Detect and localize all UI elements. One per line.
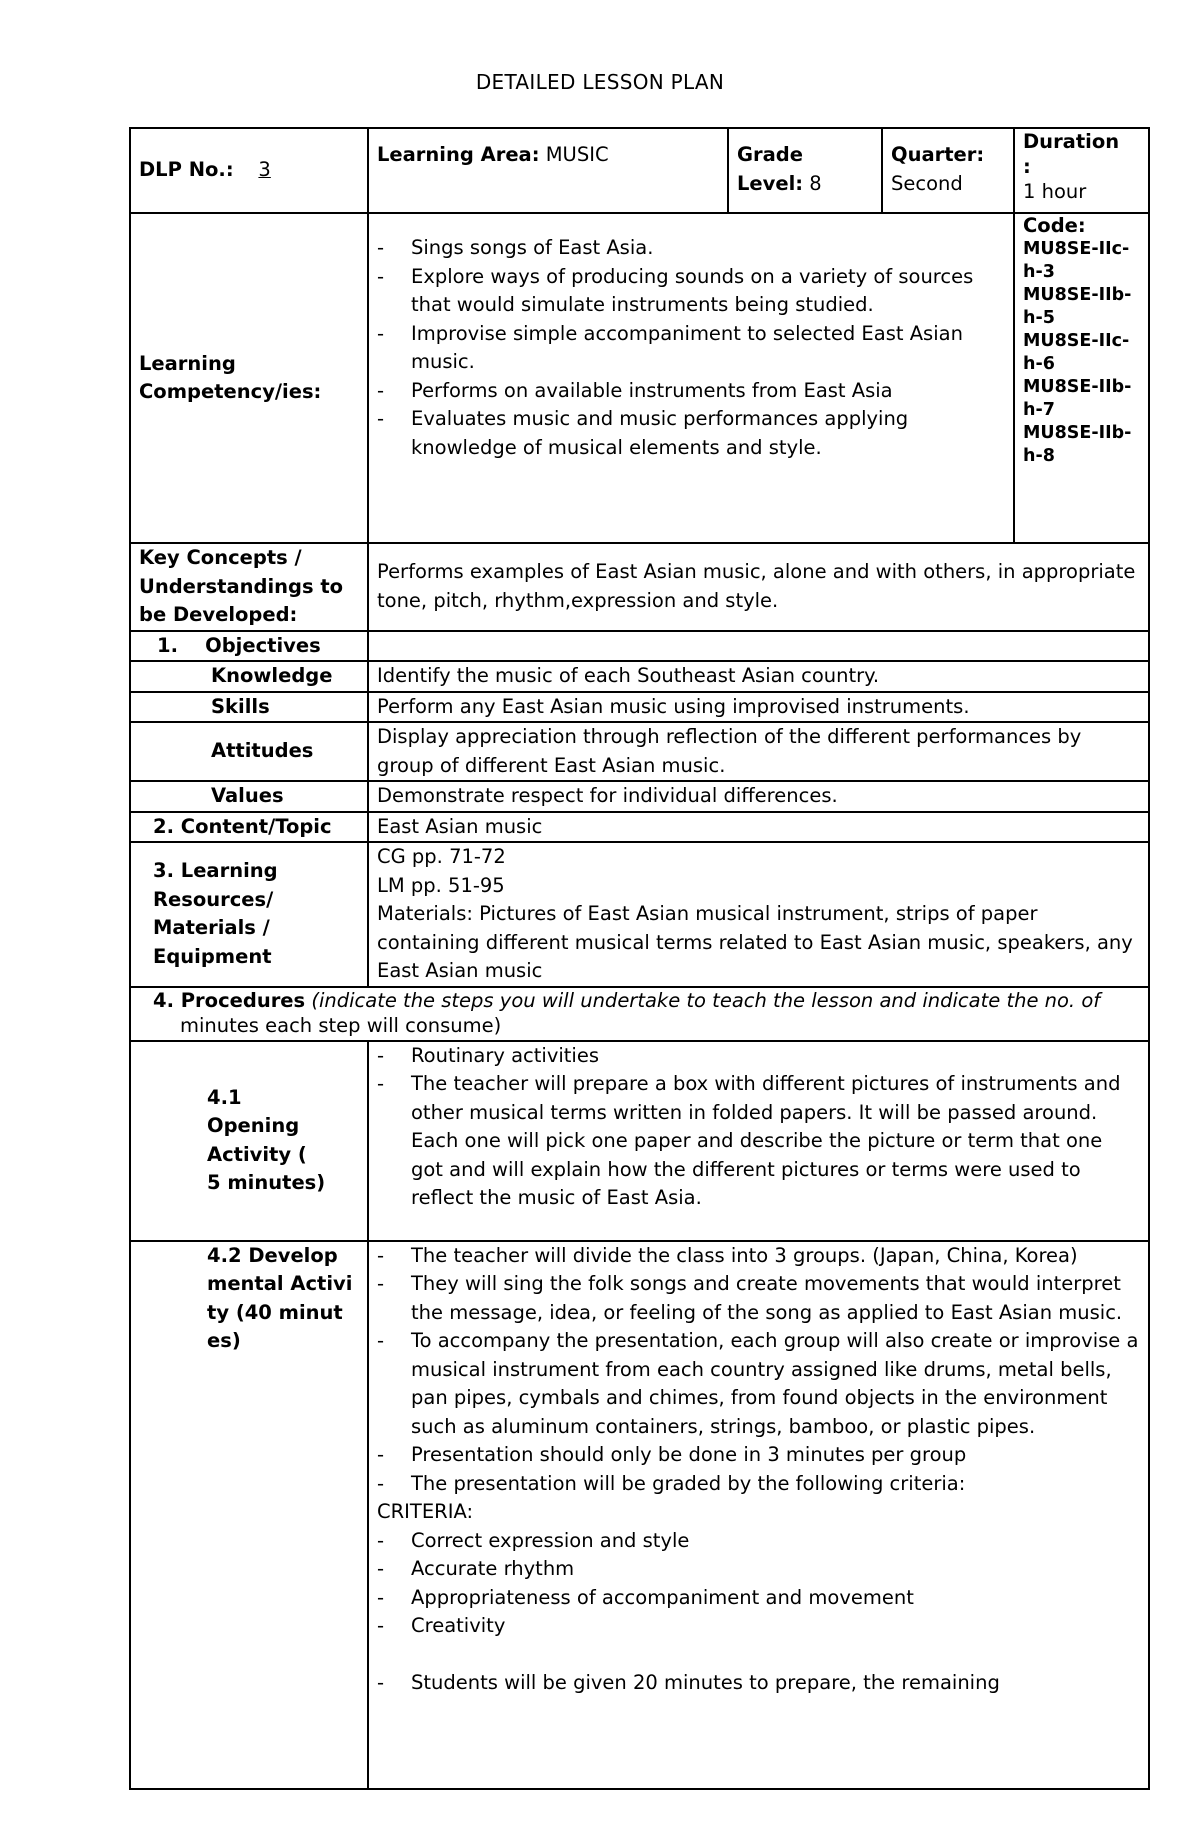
developmental-item: - They will sing the folk songs and create movements that would interpret the message, idea, or feeling of the song as applied to East Asian music. [411,1270,1140,1327]
grade-level-label: Level: [737,171,804,195]
competency-item: - Performs on available instruments from East Asia [411,377,1005,406]
values-text: Demonstrate respect for individual differences. [368,781,1149,812]
lesson-plan-table [129,127,1150,1790]
criteria-item: - Correct expression and style [411,1527,1140,1556]
opening-row [130,1041,1149,1241]
header-row [130,128,1149,213]
key-concepts-text: Performs examples of East Asian music, alone and with others, in appropriate tone, pitch, rhythm,expression and style. [368,543,1149,631]
developmental-item: - The teacher will divide the class into 3 groups. (Japan, China, Korea) [411,1242,1140,1271]
skills-label: Skills [130,692,368,723]
knowledge-label: Knowledge [130,661,368,692]
objectives-empty-cell [368,631,1149,662]
competency-row [130,213,1149,543]
procedures-label: 4. Procedures [153,988,306,1012]
competency-item: - Sings songs of East Asia. [411,234,1005,263]
opening-label: 4.1 Opening Activity ( 5 minutes) [130,1041,368,1241]
quarter-cell [882,128,1014,213]
grade-value: 8 [809,171,822,195]
developmental-item: - Students will be given 20 minutes to prepare, the remaining [411,1669,1140,1698]
grade-label: Grade [737,143,803,166]
document-title: DETAILED LESSON PLAN [475,70,725,94]
resources-cell [368,842,1149,987]
quarter-label: Quarter: [891,143,985,166]
duration-label: Duration [1023,130,1120,153]
competency-list [377,234,1005,462]
competency-item: - Evaluates music and music performances applying knowledge of musical elements and style. [411,405,1005,462]
opening-cell [368,1041,1149,1241]
attitudes-text: Display appreciation through reflection of the different performances by group of different East Asian music. [368,722,1149,781]
dlp-label: DLP No.: [139,158,234,182]
developmental-row [130,1241,1149,1789]
dlp-value: 3 [258,158,271,182]
skills-text: Perform any East Asian music using improvised instruments. [368,692,1149,723]
content-label: 2. Content/Topic [130,812,368,843]
key-concepts-row [130,543,1149,631]
opening-item: - The teacher will prepare a box with different pictures of instruments and other musical terms written in folded papers. It will be passed around. Each one will pick one paper and describe the picture or term that one got and will explain how the different pictures or terms were used to reflect the music of East Asia. [411,1070,1140,1213]
developmental-cell [368,1241,1149,1789]
criteria-item: - Appropriateness of accompaniment and movement [411,1584,1140,1613]
resources-lm: LM pp. 51-95 [377,873,505,897]
criteria-label: CRITERIA: [377,1500,474,1523]
developmental-item: - To accompany the presentation, each group will also create or improvise a musical instrument from each country assigned like drums, metal bells, pan pipes, cymbals and chimes, from found objects in the environment such as aluminum containers, strings, bamboo, or plastic pipes. [411,1327,1140,1441]
resources-materials: Materials: Pictures of East Asian musical instrument, strips of paper containing different musical terms related to East Asian music, speakers, any East Asian music [377,902,1133,982]
grade-cell [728,128,882,213]
procedures-cell [130,987,1149,1041]
duration-value: 1 hour [1023,180,1087,203]
criteria-list [377,1527,1140,1641]
code-cell [1014,213,1149,543]
resources-label: 3. Learning Resources/ Materials / Equipment [130,842,368,987]
objectives-row [130,631,1149,662]
competency-item: - Explore ways of producing sounds on a variety of sources that would simulate instruments being studied. [411,263,1005,320]
opening-item: - Routinary activities [411,1042,1140,1071]
skills-row [130,692,1149,723]
code-item: MU8SE-IIb-h-5 [1023,285,1132,328]
procedures-row [130,987,1149,1041]
learning-area-value: MUSIC [545,143,609,166]
resources-cg: CG pp. 71-72 [377,845,506,868]
competency-item: - Improvise simple accompaniment to selected East Asian music. [411,320,1005,377]
quarter-value: Second [891,171,963,195]
code-label: Code: [1023,214,1086,237]
developmental-item: - Presentation should only be done in 3 minutes per group [411,1441,1140,1470]
opening-list [377,1042,1140,1213]
developmental-label: 4.2 Developmental Activity (40 minutes) [130,1241,368,1789]
duration-cell [1014,128,1149,213]
knowledge-row [130,661,1149,692]
competency-list-cell [368,213,1014,543]
code-item: MU8SE-IIb-h-7 [1023,377,1132,420]
learning-area-label: Learning Area: [377,143,540,166]
code-item: MU8SE-IIc-h-6 [1023,331,1130,374]
content-row [130,812,1149,843]
code-item: MU8SE-IIc-h-3 [1023,239,1130,282]
procedures-note: (indicate the steps you will undertake to teach the lesson and indicate the no. of [311,988,1101,1012]
criteria-item: - Creativity [411,1612,1140,1641]
code-item: MU8SE-IIb-h-8 [1023,423,1132,466]
learning-area-cell [368,128,728,213]
developmental-item: - The presentation will be graded by the following criteria: [411,1470,1140,1499]
resources-row [130,842,1149,987]
developmental-list [377,1242,1140,1499]
key-concepts-label: Key Concepts / Understandings to be Developed: [130,543,368,631]
values-row [130,781,1149,812]
criteria-item: - Accurate rhythm [411,1555,1140,1584]
values-label: Values [130,781,368,812]
competency-label: Learning Competency/ies: [130,213,368,543]
procedures-note-cont: minutes each step will consume) [180,1013,502,1037]
knowledge-text: Identify the music of each Southeast Asian country. [368,661,1149,692]
duration-colon: : [1023,155,1031,178]
spacer [377,1641,1140,1669]
objectives-label: 1. Objectives [130,631,368,662]
content-text: East Asian music [368,812,1149,843]
attitudes-row [130,722,1149,781]
attitudes-label: Attitudes [130,722,368,781]
developmental-list-continued [377,1669,1140,1698]
dlp-cell [130,128,368,213]
